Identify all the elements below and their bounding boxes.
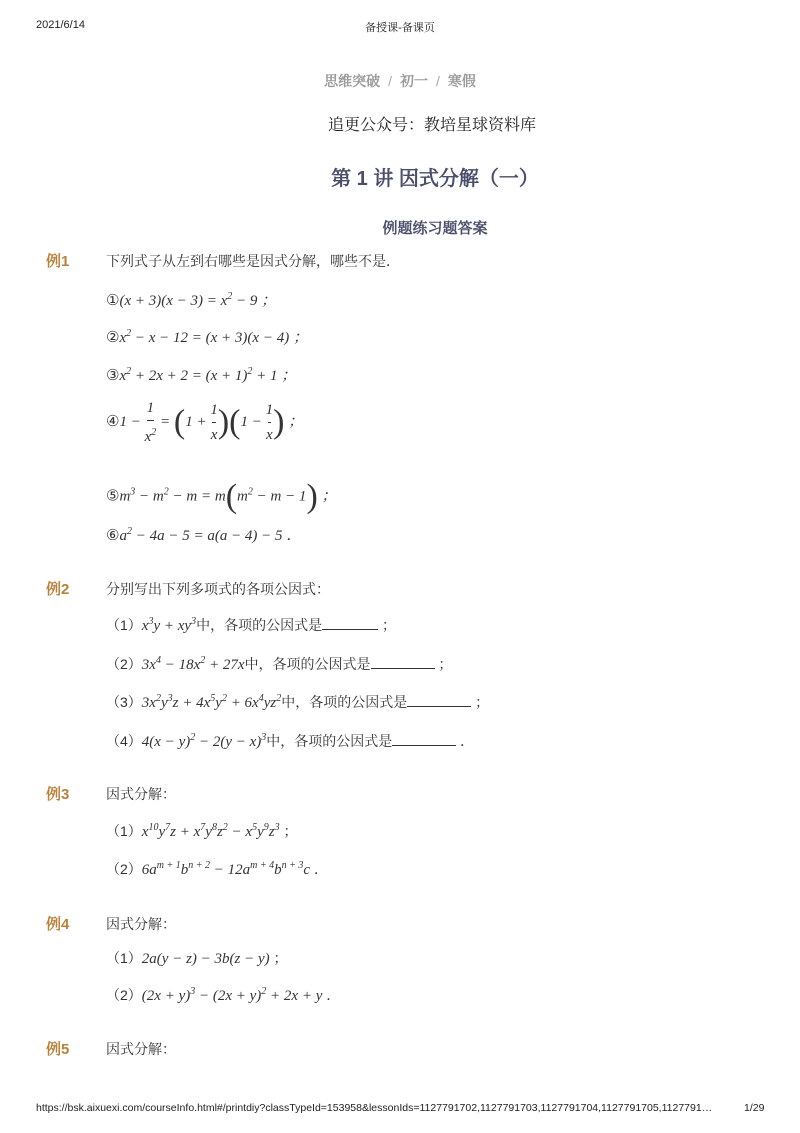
example-item: $(2)6a^{m + 1}b^{n + 2} - 12a^{m + 4}b^{n + 3}c$ ． bbox=[106, 860, 328, 878]
breadcrumb bbox=[0, 71, 800, 91]
example-label: 例5 bbox=[46, 1041, 70, 1058]
breadcrumb-separator: / bbox=[388, 73, 392, 89]
print-page-title: 备授课-备课页 bbox=[365, 22, 435, 34]
example-prompt: 因式分解： bbox=[106, 916, 176, 932]
example-item: $(1)x^3y + xy^3$中，各项的公因式是 ； bbox=[106, 616, 396, 634]
example-item: $(2)(2x + y)^3 - (2x + y)^2 + 2x + y$ ． bbox=[106, 986, 341, 1004]
example-item: $(1)x^{10}y^7z + x^7y^8z^2 - x^5y^9z^3$ ； bbox=[106, 822, 298, 840]
example-item: $②x^2 - x - 12 = (x + 3)(x - 4)$ ； bbox=[106, 328, 308, 346]
breadcrumb-item: 思维突破 bbox=[324, 73, 381, 89]
breadcrumb-separator: / bbox=[436, 73, 440, 89]
example-item: $③x^2 + 2x + 2 = (x + 1)^2 + 1$ ； bbox=[106, 366, 297, 384]
example-item: ④1 − $\frac{1}{x^2}$ = (1 + $\frac{1}{x}$ )(1 − $\frac{1}{x}$ ) ； bbox=[106, 400, 304, 445]
breadcrumb-item: 初一 bbox=[400, 73, 428, 89]
example-item: $⑥a^2 - 4a - 5 = a(a - 4) - 5$ ． bbox=[106, 526, 302, 544]
promo-text: 追更公众号：教培星球资料库 bbox=[328, 117, 537, 134]
example-label: 例3 bbox=[46, 786, 70, 803]
example-prompt: 因式分解： bbox=[106, 786, 176, 802]
example-label: 例1 bbox=[46, 253, 70, 270]
example-item: $⑤m^3 - m^2 - m = m(m^2 - m - 1)$ ； bbox=[106, 478, 337, 515]
section-title: 例题练习题答案 bbox=[382, 220, 488, 237]
print-footer-url: https://bsk.aixuexi.com/courseInfo.html#/printdiy?classTypeId=153958&lessonIds=1127791702,1127791703,1127791704,1127791705,1127791… bbox=[36, 1102, 713, 1114]
print-date: 2021/6/14 bbox=[36, 19, 85, 31]
lesson-title: 第 1 讲 因式分解（一） bbox=[331, 168, 539, 190]
breadcrumb-item: 寒假 bbox=[447, 73, 476, 89]
example-item: $(2)3x^4 - 18x^2 + 27x$中，各项的公因式是 ； bbox=[106, 655, 453, 673]
example-item: ①(x + $3)(x - 3) = x^2 - 9$ ； bbox=[106, 291, 277, 309]
page-number: 1/29 bbox=[744, 1102, 765, 1114]
example-item: （1）2a(y − z) − 3b(z − y) ； bbox=[106, 950, 288, 967]
example-prompt: 因式分解： bbox=[106, 1041, 176, 1057]
example-item: $(3)3x^2y^3z + 4x^5y^2 + 6x^4yz^2$中，各项的公因式是 ； bbox=[106, 693, 490, 711]
example-prompt: 下列式子从左到右哪些是因式分解，哪些不是． bbox=[106, 253, 400, 269]
example-prompt: 分别写出下列多项式的各项公因式： bbox=[106, 581, 330, 597]
example-item: $(4)4(x - y)^2 - 2(y - x)^3$中，各项的公因式是 ． bbox=[106, 732, 475, 750]
example-label: 例2 bbox=[46, 581, 70, 598]
example-label: 例4 bbox=[46, 916, 70, 933]
